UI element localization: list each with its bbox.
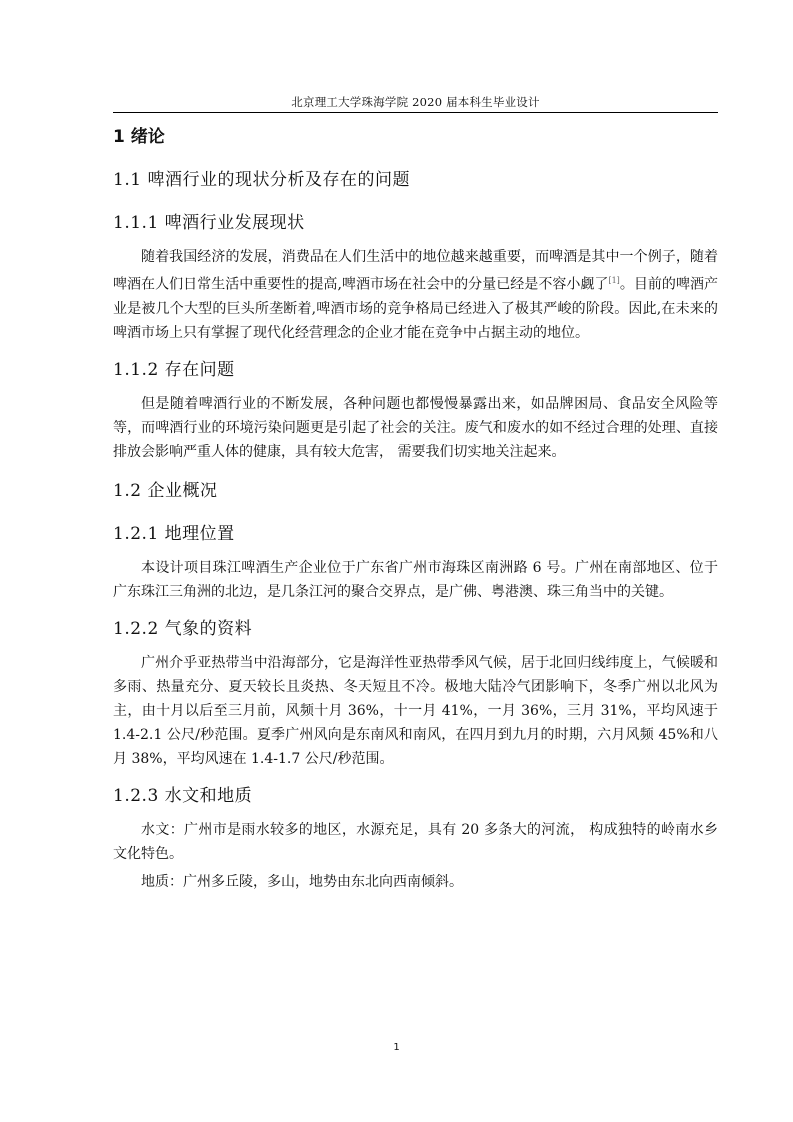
- paragraph: 本设计项目珠江啤酒生产企业位于广东省广州市海珠区南洲路 6 号。广州在南部地区、位于广东珠江三角洲的北边，是几条江河的聚合交界点，是广佛、粤港澳、珠三角当中的关键。: [113, 559, 718, 600]
- page-number: 1: [393, 1042, 400, 1053]
- section-title-1-1: 1.1 啤酒行业的现状分析及存在的问题: [113, 170, 410, 190]
- subsection-title-1-1-2: 1.1.2 存在问题: [113, 359, 235, 380]
- subsection-title-1-1-1: 1.1.1 啤酒行业发展现状: [113, 213, 305, 233]
- paragraph: 广州介乎亚热带当中沿海部分，它是海洋性亚热带季风气候，居于北回归线纬度上，气候暖和多雨、热量充分、夏天较长且炎热、冬天短且不冷。极地大陆冷气团影响下，冬季广州以北风为主，由十月以后至三月前，风频十月 36%，十一月 41%，一月 36%，三月 31%，平均风速于 1.4-2.1 公尺/秒范围。夏季广州风向是东南风和南风，在四月到九月的时期，六月风频 45%和八月 38%，平均风速在 1.4-1.7 公尺/秒范围。: [113, 654, 718, 767]
- chapter-title: 1 绪论: [113, 127, 165, 147]
- document-body: [113, 118, 718, 898]
- subsection-title-1-2-1: 1.2.1 地理位置: [113, 523, 235, 544]
- paragraph-text: 随着我国经济的发展，消费品在人们生活中的地位越来越重要，而啤酒是其中一个例子，随着啤酒在人们日常生活中重要性的提高,啤酒市场在社会中的分量已经是不容小觑了: [113, 249, 718, 293]
- citation-ref: [1]: [608, 276, 620, 285]
- section-title-1-2: 1.2 企业概况: [113, 480, 218, 501]
- paragraph-text: 。目前的啤酒产业是被几个大型的巨头所垄断着,啤酒市场的竞争格局已经进入了极其严峻的阶段。因此,在未来的啤酒市场上只有掌握了现代化经营理念的企业才能在竞争中占据主动的地位。: [113, 276, 719, 341]
- paragraph: 水文：广州市是雨水较多的地区，水源充足，具有 20 多条大的河流， 构成独特的岭南水乡文化特色。: [113, 821, 718, 862]
- paragraph: 地质：广州多丘陵，多山，地势由东北向西南倾斜。: [141, 873, 463, 890]
- page-header: 北京理工大学珠海学院 2020 届本科生毕业设计: [113, 94, 718, 113]
- subsection-title-1-2-2: 1.2.2 气象的资料: [113, 618, 253, 639]
- subsection-title-1-2-3: 1.2.3 水文和地质: [113, 785, 253, 806]
- paragraph: 但是随着啤酒行业的不断发展，各种问题也都慢慢暴露出来，如品牌困局、食品安全风险等等，而啤酒行业的环境污染问题更是引起了社会的关注。废气和废水的如不经过合理的处理、直接排放会影响严重人体的健康，具有较大危害， 需要我们切实地关注起来。: [113, 395, 718, 460]
- paragraph: [113, 245, 718, 345]
